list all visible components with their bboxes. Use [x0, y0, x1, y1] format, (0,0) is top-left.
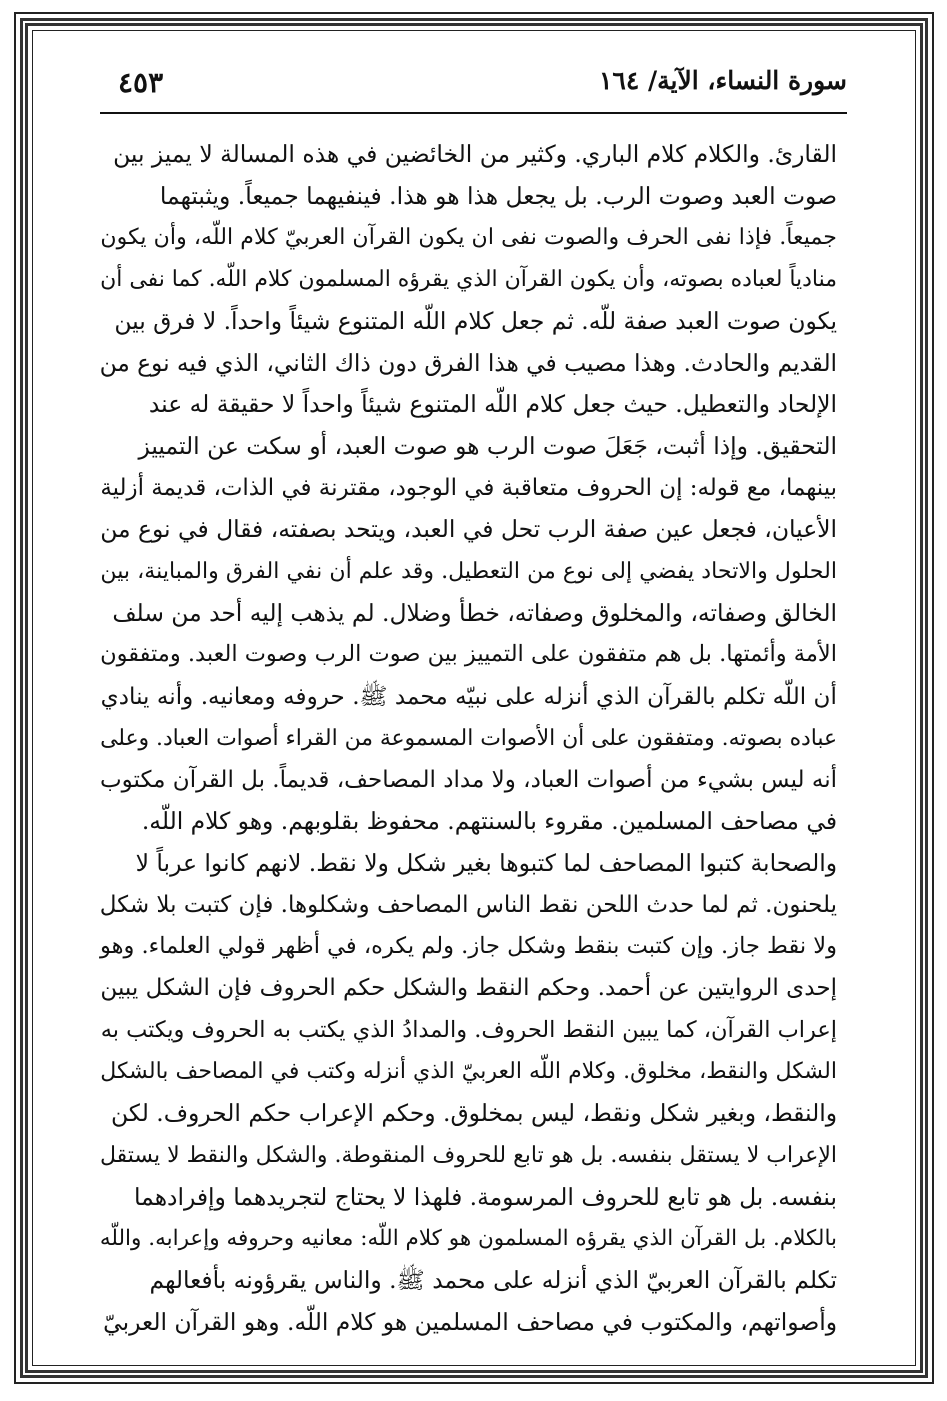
text-line: جميعاً. فإذا نفى الحرف والصوت نفى ان يكون القرآن العربيّ كلام اللّه، وأن يكون: [100, 224, 837, 251]
text-line: بينهما، مع قوله: إن الحروف متعاقبة في الوجود، مقترنة في الذات، قديمة أزلية: [100, 474, 837, 501]
text-line: تكلم بالقرآن العربيّ الذي أنزله على محمد ﷺ. والناس يقرؤونه بأفعالهم: [149, 1265, 837, 1294]
page-header: [100, 62, 847, 108]
page-number: ٤٥٣: [118, 66, 164, 99]
text-line: الإلحاد والتعطيل. حيث جعل كلام اللّه المتنوع شيئاً واحداً لا حقيقة له عند: [148, 390, 837, 419]
text-line: الحلول والاتحاد يفضي إلى نوع من التعطيل. وقد علم أن نفي الفرق والمباينة، بين: [100, 558, 837, 585]
text-line: صوت العبد وصوت الرب. بل يجعل هذا هو هذا. فينفيهما جميعاً. ويثبتهما: [159, 181, 837, 210]
text-line: وأصواتهم، والمكتوب في مصاحف المسلمين هو كلام اللّه. وهو القرآن العربيّ: [103, 1307, 837, 1336]
text-line: القارئ. والكلام كلام الباري. وكثير من الخائضين في هذه المسالة لا يميز بين: [113, 140, 837, 168]
text-line: منادياً لعباده بصوته، وأن يكون القرآن الذي يقرؤه المسلمون كلام اللّه. كما نفى أن: [100, 267, 837, 293]
text-line: يلحنون. ثم لما حدث اللحن نقط الناس المصاحف وشكلوها. فإن كتبت بلا شكل: [99, 891, 837, 918]
text-line: الشكل والنقط، مخلوق. وكلام اللّه العربيّ الذي أنزله وكتب في المصاحف بالشكل: [100, 1059, 837, 1085]
text-line: القديم والحادث. وهذا مصيب في هذا الفرق دون ذاك الثاني، الذي فيه نوع من: [99, 349, 837, 377]
running-title: سورة النساء، الآية/ ١٦٤: [599, 66, 847, 95]
body-text: [100, 134, 837, 1343]
text-line: إعراب القرآن، كما يبين النقط الحروف. والمدادُ الذي يكتب به الحروف ويكتب به: [100, 1016, 837, 1043]
text-line: والنقط، وبغير شكل ونقط، ليس بمخلوق. وحكم الإعراب حكم الحروف. لكن: [110, 1099, 837, 1128]
text-line: أن اللّه تكلم بالقرآن الذي أنزله على نبيّه محمد ﷺ. حروفه ومعانيه. وأنه ينادي: [100, 683, 837, 711]
text-line: ولا نقط جاز. وإن كتبت بنقط وشكل جاز. ولم يكره، في أظهر قولي العلماء. وهو: [99, 933, 837, 960]
text-line: الإعراب لا يستقل بنفسه. بل هو تابع للحروف المنقوطة. والشكل والنقط لا يستقل: [100, 1142, 837, 1168]
text-line: الأمة وأئمتها. بل هم متفقون على التمييز بين صوت الرب وصوت العبد. ومتفقون: [100, 641, 837, 668]
header-divider: [100, 112, 847, 114]
text-line: التحقيق. وإذا أثبت، جَعَلَ صوت الرب هو صوت العبد، أو سكت عن التمييز: [138, 431, 837, 460]
text-line: إحدى الروايتين عن أحمد. وحكم النقط والشكل حكم الحروف فإن الشكل يبين: [100, 975, 837, 1002]
text-line: في مصاحف المسلمين. مقروء بالسنتهم. محفوظ بقلوبهم. وهو كلام اللّه.: [141, 807, 837, 836]
text-line: يكون صوت العبد صفة للّه. ثم جعل كلام اللّه المتنوع شيئاً واحداً. لا فرق بين: [114, 306, 837, 335]
text-line: الأعيان، فجعل عين صفة الرب تحل في العبد، ويتحد بصفته، فقال في نوع من: [100, 515, 837, 544]
text-line: بالكلام. بل القرآن الذي يقرؤه المسلمون هو كلام اللّه: معانيه وحروفه وإعرابه. واللّه: [99, 1226, 837, 1252]
text-line: الخالق وصفاته، والمخلوق وصفاته، خطأ وضلال. لم يذهب إليه أحد من سلف: [112, 598, 837, 627]
text-line: بنفسه. بل هو تابع للحروف المرسومة. فلهذا لا يحتاج لتجريدهما وإفرادهما: [134, 1182, 837, 1211]
text-line: أنه ليس بشيء من أصوات العباد، ولا مداد المصاحف، قديماً. بل القرآن مكتوب: [99, 766, 837, 793]
text-line: عباده بصوته. ومتفقون على أن الأصوات المسموعة من القراء أصوات العباد. وعلى: [100, 725, 837, 751]
text-line: والصحابة كتبوا المصاحف لما كتبوها بغير شكل ولا نقط. لانهم كانوا عرباً لا: [135, 848, 837, 877]
